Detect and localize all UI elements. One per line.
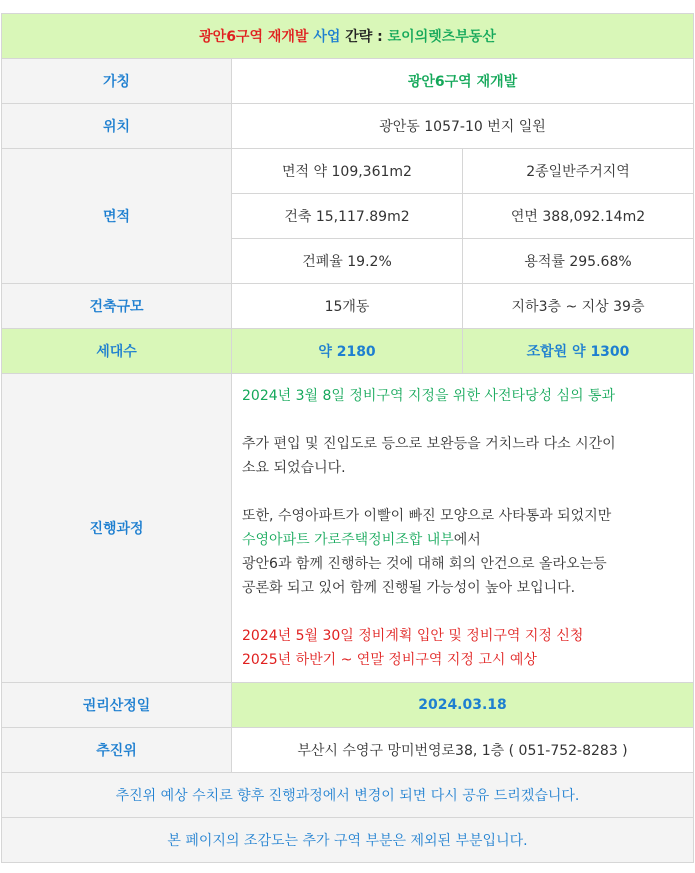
- label-committee: 추진위: [2, 728, 232, 773]
- value-households: 약 2180: [232, 329, 463, 374]
- value-members: 조합원 약 1300: [463, 329, 694, 374]
- progress-spacer: [242, 408, 685, 432]
- value-committee-address: 부산시 수영구 망미번영로38, 1층 ( 051-752-8283 ): [232, 728, 694, 773]
- progress-spacer: [242, 480, 685, 504]
- value-building-area: 건축 15,117.89m2: [232, 194, 463, 239]
- value-area-size: 면적 약 109,361m2: [232, 149, 463, 194]
- value-zoning: 2종일반주거지역: [463, 149, 694, 194]
- progress-line-5-highlight: 수영아파트 가로주택정비조합 내부: [242, 532, 454, 548]
- label-location: 위치: [2, 104, 232, 149]
- label-name: 가칭: [2, 59, 232, 104]
- progress-line-5-rest: 에서: [453, 532, 481, 548]
- label-scale: 건축규모: [2, 284, 232, 329]
- title-project: 광안6구역 재개발: [199, 29, 309, 45]
- label-progress: 진행과정: [2, 374, 232, 683]
- label-households: 세대수: [2, 329, 232, 374]
- title-business: 사업: [313, 29, 341, 45]
- value-floors: 지하3층 ~ 지상 39층: [463, 284, 694, 329]
- label-area: 면적: [2, 149, 232, 284]
- progress-line-3: 소요 되었습니다.: [242, 460, 346, 476]
- value-coverage-ratio: 건폐율 19.2%: [232, 239, 463, 284]
- progress-spacer: [242, 600, 685, 624]
- table-title: [2, 14, 694, 59]
- progress-line-7: 공론화 되고 있어 함께 진행될 가능성이 높아 보입니다.: [242, 580, 576, 596]
- footer-note-2: 본 페이지의 조감도는 추가 구역 부분은 제외된 부분입니다.: [2, 818, 694, 863]
- label-rights-date: 권리산정일: [2, 683, 232, 728]
- value-floor-area: 연면 388,092.14m2: [463, 194, 694, 239]
- value-name: 광안6구역 재개발: [232, 59, 694, 104]
- title-summary: 간략 :: [345, 29, 383, 45]
- progress-line-4: 또한, 수영아파트가 이빨이 빠진 모양으로 사타통과 되었지만: [242, 508, 612, 524]
- progress-line-2: 추가 편입 및 진입도로 등으로 보완등을 거치느라 다소 시간이: [242, 436, 616, 452]
- title-agency: 로이의렛츠부동산: [387, 29, 496, 45]
- progress-line-5: [242, 528, 685, 552]
- value-rights-date: 2024.03.18: [232, 683, 694, 728]
- progress-line-9: 2025년 하반기 ~ 연말 정비구역 지정 고시 예상: [242, 652, 537, 668]
- progress-line-1: 2024년 3월 8일 정비구역 지정을 위한 사전타당성 심의 통과: [242, 388, 616, 404]
- progress-notes: [232, 374, 694, 683]
- progress-line-8: 2024년 5월 30일 정비계획 입안 및 정비구역 지정 신청: [242, 628, 584, 644]
- value-buildings: 15개동: [232, 284, 463, 329]
- progress-line-6: 광안6과 함께 진행하는 것에 대해 회의 안건으로 올라오는등: [242, 556, 607, 572]
- footer-note-1: 추진위 예상 수치로 향후 진행과정에서 변경이 되면 다시 공유 드리겠습니다.: [2, 773, 694, 818]
- value-location: 광안동 1057-10 번지 일원: [232, 104, 694, 149]
- value-floor-area-ratio: 용적률 295.68%: [463, 239, 694, 284]
- redevelopment-info-table: [1, 13, 694, 863]
